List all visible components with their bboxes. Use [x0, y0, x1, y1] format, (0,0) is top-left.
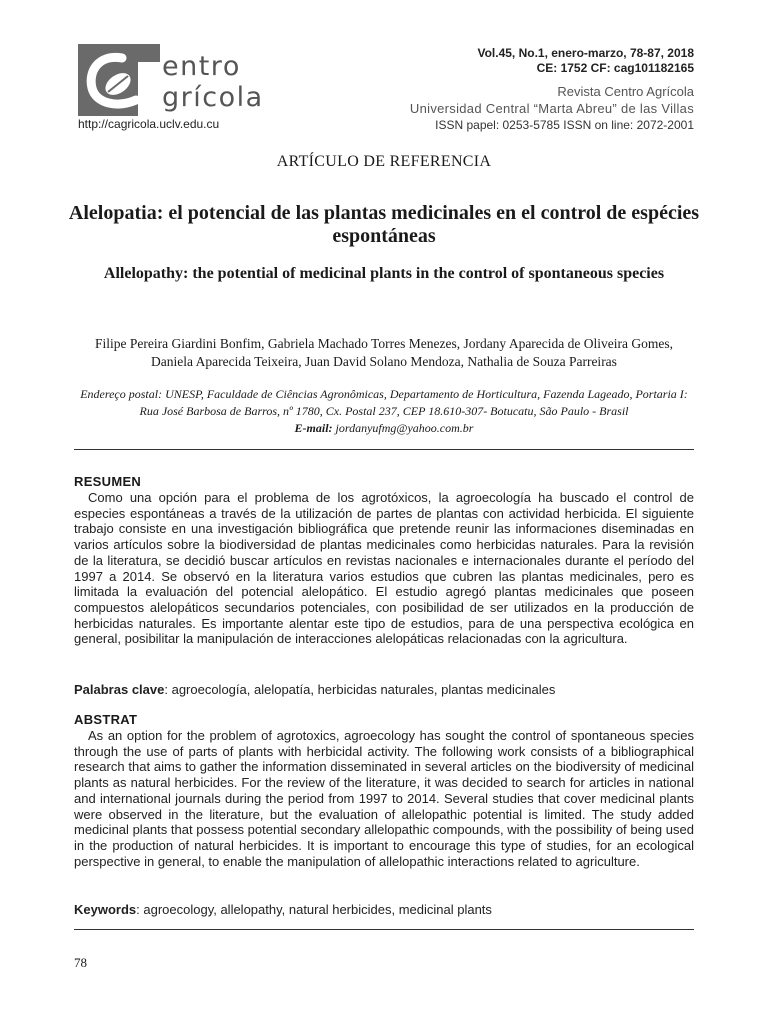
leaf-logo-icon: [78, 44, 160, 116]
journal-url-link[interactable]: http://cagricola.uclv.edu.cu: [78, 117, 220, 131]
volume-info: Vol.45, No.1, enero-marzo, 78-87, 2018: [477, 46, 694, 60]
title-spanish: Alelopatia: el potencial de las plantas medicinales en el control de espécies espontáneas: [68, 202, 700, 247]
journal-logo: [78, 44, 288, 120]
contact-email-line: [70, 421, 698, 436]
email-address[interactable]: jordanyufmg@yahoo.com.br: [335, 421, 474, 435]
keywords-values: : agroecology, allelopathy, natural herbicides, medicinal plants: [136, 902, 492, 917]
keywords-label: Keywords: [74, 902, 137, 917]
palabras-clave: [74, 682, 694, 697]
ce-cf-codes: CE: 1752 CF: cag101182165: [536, 61, 694, 75]
palabras-clave-values: : agroecología, alelopatía, herbicidas naturales, plantas medicinales: [164, 682, 556, 697]
email-label: E-mail:: [294, 421, 333, 435]
author-list: Filipe Pereira Giardini Bonfim, Gabriela Machado Torres Menezes, Jordany Aparecida de Oliveira Gomes, Daniela Aparecida Teixeira, Juan David Solano Mendoza, Nathalia de Souza Parreiras: [95, 336, 673, 369]
abstract-text: As an option for the problem of agrotoxics, agroecology has sought the control of spontaneous species through the use of parts of plants with herbicidal activity. The following work consists of a bibliographical research that aims to gather the information disseminated in several articles on the biodiversity of medicinal plants as natural herbicides. For the review of the literature, it was decided to search for articles in national and international journals during the period from 1997 to 2014. Several studies that cover medicinal plants were observed in the literature, but the evaluation of allelopathic potential is limited. The study added medicinal plants that possess potential secondary allelopathic compounds, with the possibility of being used in the production of natural herbicides. It is important to encourage this type of studies, for an ecological perspective in general, to enable the manipulation of allelopathic interactions related to agriculture.: [74, 728, 694, 869]
resumen-heading: RESUMEN: [74, 474, 142, 489]
logo-text-line1: entro: [162, 51, 241, 82]
divider-top: [74, 449, 694, 450]
issn-info: ISSN papel: 0253-5785 ISSN on line: 2072-2001: [435, 118, 694, 132]
keywords: [74, 902, 694, 917]
journal-name: Revista Centro Agrícola: [557, 84, 694, 99]
page-number: 78: [74, 955, 87, 970]
divider-bottom: [74, 929, 694, 930]
title-english: Allelopathy: the potential of medicinal plants in the control of spontaneous species: [103, 265, 665, 282]
university-name: Universidad Central “Marta Abreu” de las Villas: [409, 101, 694, 116]
palabras-clave-label: Palabras clave: [74, 682, 165, 697]
abstract-heading: ABSTRAT: [74, 712, 138, 727]
affiliation-address: Endereço postal: UNESP, Faculdade de Ciências Agronômicas, Departamento de Horticultura, Fazenda Lageado, Portaria I: Rua José Barbosa de Barros, nº 1780, Cx. Postal 237, CEP 18.610-307- Botucatu, São Paulo - Brasil: [80, 387, 688, 418]
resumen-text: Como una opción para el problema de los agrotóxicos, la agroecología ha buscado el control de especies espontáneas a través de la utilización de partes de plantas con actividad herbicida. El siguiente trabajo consiste en una investigación bibliográfica que pretende reunir las informaciones diseminadas en varios artículos sobre la biodiversidad de plantas medicinales como herbicidas naturales. Para la revisión de la literatura, se decidió buscar artículos en revistas nacionales e internacionales durante el período del 1997 a 2014. Se observó en la literatura varios estudios que cubren las plantas medicinales, pero es limitada la evaluación del potencial alelopático. El estudio agregó plantas medicinales que poseen compuestos alelopáticos secundarios potenciales, con posibilidad de ser utilizados en la producción de herbicidas naturales. Es importante alentar este tipo de estudios, para de una perspectiva ecológica en general, posibilitar la manipulación de interacciones alelopáticas relacionadas con la agricultura.: [74, 490, 694, 647]
logo-text-line2: grícola: [162, 82, 264, 113]
article-type: ARTÍCULO DE REFERENCIA: [276, 153, 492, 170]
